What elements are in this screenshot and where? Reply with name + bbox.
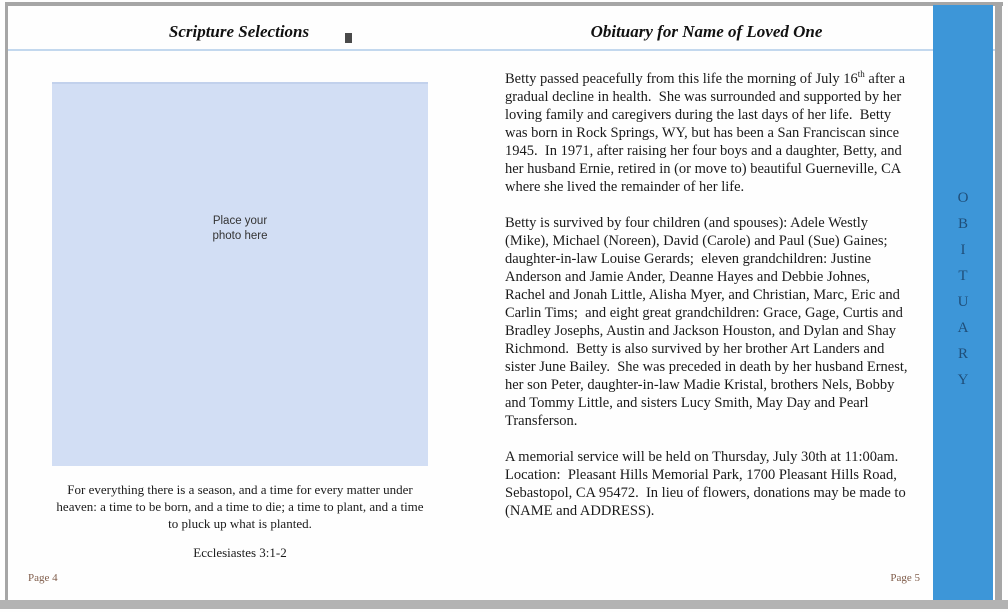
header-divider-rule <box>8 49 995 51</box>
scripture-block <box>55 481 425 561</box>
photo-placeholder-text <box>52 214 428 244</box>
page-bottom-bar <box>0 600 1008 609</box>
sidebar-letter: O <box>957 190 969 206</box>
obituary-paragraph-1 <box>505 70 908 196</box>
page-edge-right <box>995 2 1002 600</box>
scripture-text: For everything there is a season, and a time for every matter under heaven: a time to be born, and a time to die; a time to plant, and a time to pluck up what is planted. <box>56 482 424 531</box>
sidebar-letter: R <box>957 346 968 362</box>
sidebar-letter: B <box>957 216 968 232</box>
scripture-reference: Ecclesiastes 3:1-2 <box>193 545 287 560</box>
ordinal-superscript: th <box>857 69 865 80</box>
obituary-paragraph-3: A memorial service will be held on Thursday, July 30th at 11:00am. Location: Pleasant Hills Memorial Park, 1700 Pleasant Hills Road, Sebastopol, CA 95472. In lieu of flowers, donations may be made to (NAME and ADDRESS). <box>505 449 910 519</box>
page-number-right: Page 5 <box>890 572 920 584</box>
scripture-page-title: Scripture Selections <box>168 22 310 41</box>
sidebar-letter: U <box>957 294 969 310</box>
page-edge-top <box>5 2 1003 6</box>
obituary-paragraph-2: Betty is survived by four children (and spouses): Adele Westly (Mike), Michael (Noreen), David (Carole) and Paul (Sue) Gaines; daughter-in-law Louise Gerards; eleven grandchildren: Justine Anderson and Jamie Ander, Deanne Hayes and Debbie Johnes, Rachel and Jonah Little, Alisha Myer, and Christian, Marc, Eric and Carlin Tims; and eight great grandchildren: Grace, Gage, Curtis and Bradley Josephs, Austin and Jackson Houston, and Dylan and Shay Richmond. Betty is also survived by her brother Art Landers and sister June Bailey. She was preceded in death by her husband Ernest, her son Peter, daughter-in-law Madie Kristal, brothers Nels, Bobby and Tommy Little, and sisters Lucy Smith, May Day and Pearl Transferson. <box>505 215 912 429</box>
obituary-body <box>505 69 912 538</box>
sidebar-letter: Y <box>957 372 969 388</box>
page-edge-left <box>5 2 8 600</box>
sidebar-vertical-label <box>933 185 993 393</box>
text-cursor-artifact <box>345 33 352 43</box>
photo-placeholder-line1: Place your <box>212 215 268 227</box>
sidebar-letter: A <box>957 320 969 336</box>
photo-placeholder[interactable] <box>52 82 428 466</box>
obituary-paragraph-1-rest: after a gradual decline in health. She was surrounded and supported by her loving family and caregivers during the last days of her life. Betty was born in Rock Springs, WY, but has been a San Franciscan since 1945. In 1971, after raising her four boys and a daughter, Betty, and her husband Ernie, retired in (or move to) beautiful Guerneville, CA where she lived the remainder of her life. <box>505 71 909 195</box>
page-number-left: Page 4 <box>28 572 58 584</box>
obituary-paragraph-1-text: Betty passed peacefully from this life the morning of July 16 <box>505 71 858 87</box>
obituary-page-title: Obituary for Name of Loved One <box>590 22 823 41</box>
photo-placeholder-line2: photo here <box>212 230 268 242</box>
sidebar-letter: I <box>960 242 966 258</box>
sidebar-letter: T <box>958 268 968 284</box>
obituary-sidebar-stripe <box>933 5 993 600</box>
